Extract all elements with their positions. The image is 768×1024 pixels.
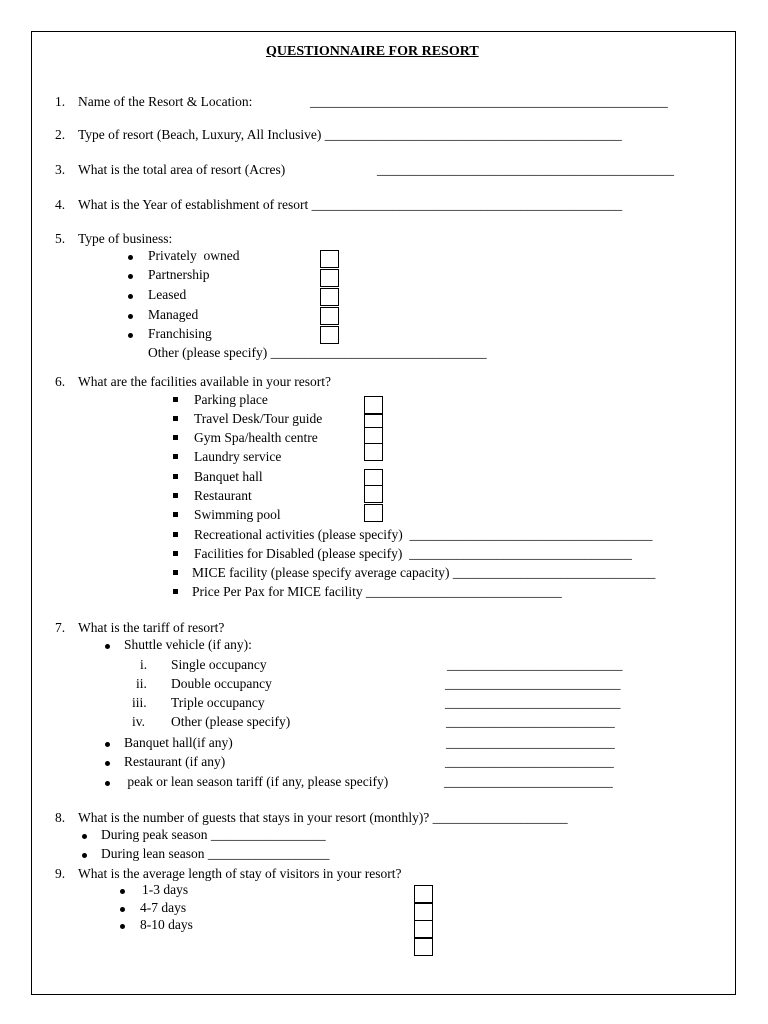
square-bullet-icon bbox=[173, 512, 178, 517]
q6-option-label: Gym Spa/health centre bbox=[194, 430, 318, 445]
q5-checkbox-franchising[interactable] bbox=[320, 326, 339, 344]
q7-season-tariff-line[interactable]: _________________________ bbox=[444, 774, 613, 789]
q6-option-label: Banquet hall bbox=[194, 469, 263, 484]
bullet-icon bbox=[82, 853, 87, 858]
q7-sub-label: Other (please specify) bbox=[171, 714, 291, 729]
q9-checkbox-1-3-days[interactable] bbox=[414, 885, 433, 903]
square-bullet-icon bbox=[173, 397, 178, 402]
bullet-icon bbox=[105, 761, 110, 766]
q6-checkbox-restaurant[interactable] bbox=[364, 485, 383, 503]
q9-option-label: 1-3 days bbox=[142, 882, 189, 897]
q9-checkbox-8-10-days[interactable] bbox=[414, 920, 433, 938]
q1-number: 1. bbox=[55, 94, 66, 109]
q5-checkbox-managed[interactable] bbox=[320, 307, 339, 325]
square-bullet-icon bbox=[173, 416, 178, 421]
bullet-icon bbox=[105, 742, 110, 747]
q8-peak-season-line[interactable]: During peak season _________________ bbox=[101, 827, 326, 842]
q9-checkbox-extra[interactable] bbox=[414, 938, 433, 956]
q6-specify-mice[interactable]: MICE facility (please specify average capacity) ______________________________ bbox=[192, 565, 656, 580]
q7-sub-number: ii. bbox=[136, 676, 147, 691]
q7-banquet-label: Banquet hall(if any) bbox=[124, 735, 233, 750]
q5-other-specify[interactable]: Other (please specify) ________________________________ bbox=[148, 345, 487, 360]
square-bullet-icon bbox=[173, 493, 178, 498]
q6-option-label: Parking place bbox=[194, 392, 268, 407]
q6-option-label: Restaurant bbox=[194, 488, 252, 503]
square-bullet-icon bbox=[173, 570, 178, 575]
q7-sub-label: Triple occupancy bbox=[171, 695, 265, 710]
q7-number: 7. bbox=[55, 620, 66, 635]
q7-text: What is the tariff of resort? bbox=[78, 620, 225, 635]
bullet-icon bbox=[105, 781, 110, 786]
q5-option-label: Privately owned bbox=[148, 248, 240, 263]
q3-number: 3. bbox=[55, 162, 66, 177]
bullet-icon bbox=[105, 644, 110, 649]
q5-option-label: Leased bbox=[148, 287, 187, 302]
q3-answer-line[interactable]: ____________________________________________ bbox=[377, 162, 674, 177]
q5-number: 5. bbox=[55, 231, 66, 246]
q7-single-occupancy-line[interactable]: __________________________ bbox=[447, 657, 623, 672]
q8-number: 8. bbox=[55, 810, 66, 825]
q7-sub-number: iii. bbox=[132, 695, 147, 710]
bullet-icon bbox=[128, 274, 133, 279]
q5-checkbox-privately-owned[interactable] bbox=[320, 250, 339, 268]
q6-specify-disabled[interactable]: Facilities for Disabled (please specify) _________________________________ bbox=[194, 546, 632, 561]
bullet-icon bbox=[128, 255, 133, 260]
bullet-icon bbox=[128, 333, 133, 338]
q7-banquet-line[interactable]: _________________________ bbox=[446, 735, 615, 750]
q6-option-label: Swimming pool bbox=[194, 507, 281, 522]
square-bullet-icon bbox=[173, 589, 178, 594]
q6-checkbox-parking[interactable] bbox=[364, 396, 383, 414]
q5-checkbox-partnership[interactable] bbox=[320, 269, 339, 287]
q2-number: 2. bbox=[55, 127, 66, 142]
q7-double-occupancy-line[interactable]: __________________________ bbox=[445, 676, 621, 691]
q6-option-label: Laundry service bbox=[194, 449, 282, 464]
bullet-icon bbox=[128, 314, 133, 319]
q5-option-label: Franchising bbox=[148, 326, 212, 341]
q6-specify-recreational[interactable]: Recreational activities (please specify) ____________________________________ bbox=[194, 527, 653, 542]
square-bullet-icon bbox=[173, 551, 178, 556]
q6-checkbox-laundry[interactable] bbox=[364, 443, 383, 461]
square-bullet-icon bbox=[173, 454, 178, 459]
q1-text: Name of the Resort & Location: bbox=[78, 94, 253, 109]
q9-text: What is the average length of stay of visitors in your resort? bbox=[78, 866, 402, 881]
q7-triple-occupancy-line[interactable]: __________________________ bbox=[445, 695, 621, 710]
q6-option-label: Travel Desk/Tour guide bbox=[194, 411, 323, 426]
q7-restaurant-line[interactable]: _________________________ bbox=[445, 754, 614, 769]
q4-text[interactable]: What is the Year of establishment of resort ______________________________________________ bbox=[78, 197, 623, 212]
bullet-icon bbox=[120, 889, 125, 894]
q7-sub-number: i. bbox=[140, 657, 148, 672]
q2-text[interactable]: Type of resort (Beach, Luxury, All Inclusive) ____________________________________________ bbox=[78, 127, 622, 142]
q4-number: 4. bbox=[55, 197, 66, 212]
square-bullet-icon bbox=[173, 532, 178, 537]
q6-specify-price-per-pax[interactable]: Price Per Pax for MICE facility _____________________________ bbox=[192, 584, 562, 599]
q7-season-tariff-label: peak or lean season tariff (if any, please specify) bbox=[124, 774, 389, 789]
q3-text: What is the total area of resort (Acres) bbox=[78, 162, 286, 177]
q5-checkbox-leased[interactable] bbox=[320, 288, 339, 306]
bullet-icon bbox=[82, 834, 87, 839]
q6-text: What are the facilities available in your resort? bbox=[78, 374, 332, 389]
q7-sub-number: iv. bbox=[132, 714, 145, 729]
page-title: QUESTIONNAIRE FOR RESORT bbox=[266, 44, 479, 59]
q1-answer-line[interactable]: _____________________________________________________ bbox=[310, 94, 668, 109]
square-bullet-icon bbox=[173, 435, 178, 440]
bullet-icon bbox=[120, 907, 125, 912]
q7-sub-label: Single occupancy bbox=[171, 657, 267, 672]
q9-checkbox-4-7-days[interactable] bbox=[414, 903, 433, 921]
q7-sub-label: Double occupancy bbox=[171, 676, 272, 691]
q8-lean-season-line[interactable]: During lean season __________________ bbox=[101, 846, 330, 861]
q9-option-label: 8-10 days bbox=[140, 917, 193, 932]
bullet-icon bbox=[120, 924, 125, 929]
q5-option-label: Partnership bbox=[148, 267, 210, 282]
square-bullet-icon bbox=[173, 474, 178, 479]
q8-text[interactable]: What is the number of guests that stays in your resort (monthly)? ____________________ bbox=[78, 810, 568, 825]
q7-other-line[interactable]: _________________________ bbox=[446, 714, 615, 729]
q6-checkbox-swimming-pool[interactable] bbox=[364, 504, 383, 522]
q5-text: Type of business: bbox=[78, 231, 173, 246]
bullet-icon bbox=[128, 294, 133, 299]
q7-restaurant-label: Restaurant (if any) bbox=[124, 754, 226, 769]
q7-shuttle-label: Shuttle vehicle (if any): bbox=[124, 637, 252, 652]
q9-option-label: 4-7 days bbox=[140, 900, 187, 915]
q5-option-label: Managed bbox=[148, 307, 199, 322]
q9-number: 9. bbox=[55, 866, 66, 881]
q6-number: 6. bbox=[55, 374, 66, 389]
